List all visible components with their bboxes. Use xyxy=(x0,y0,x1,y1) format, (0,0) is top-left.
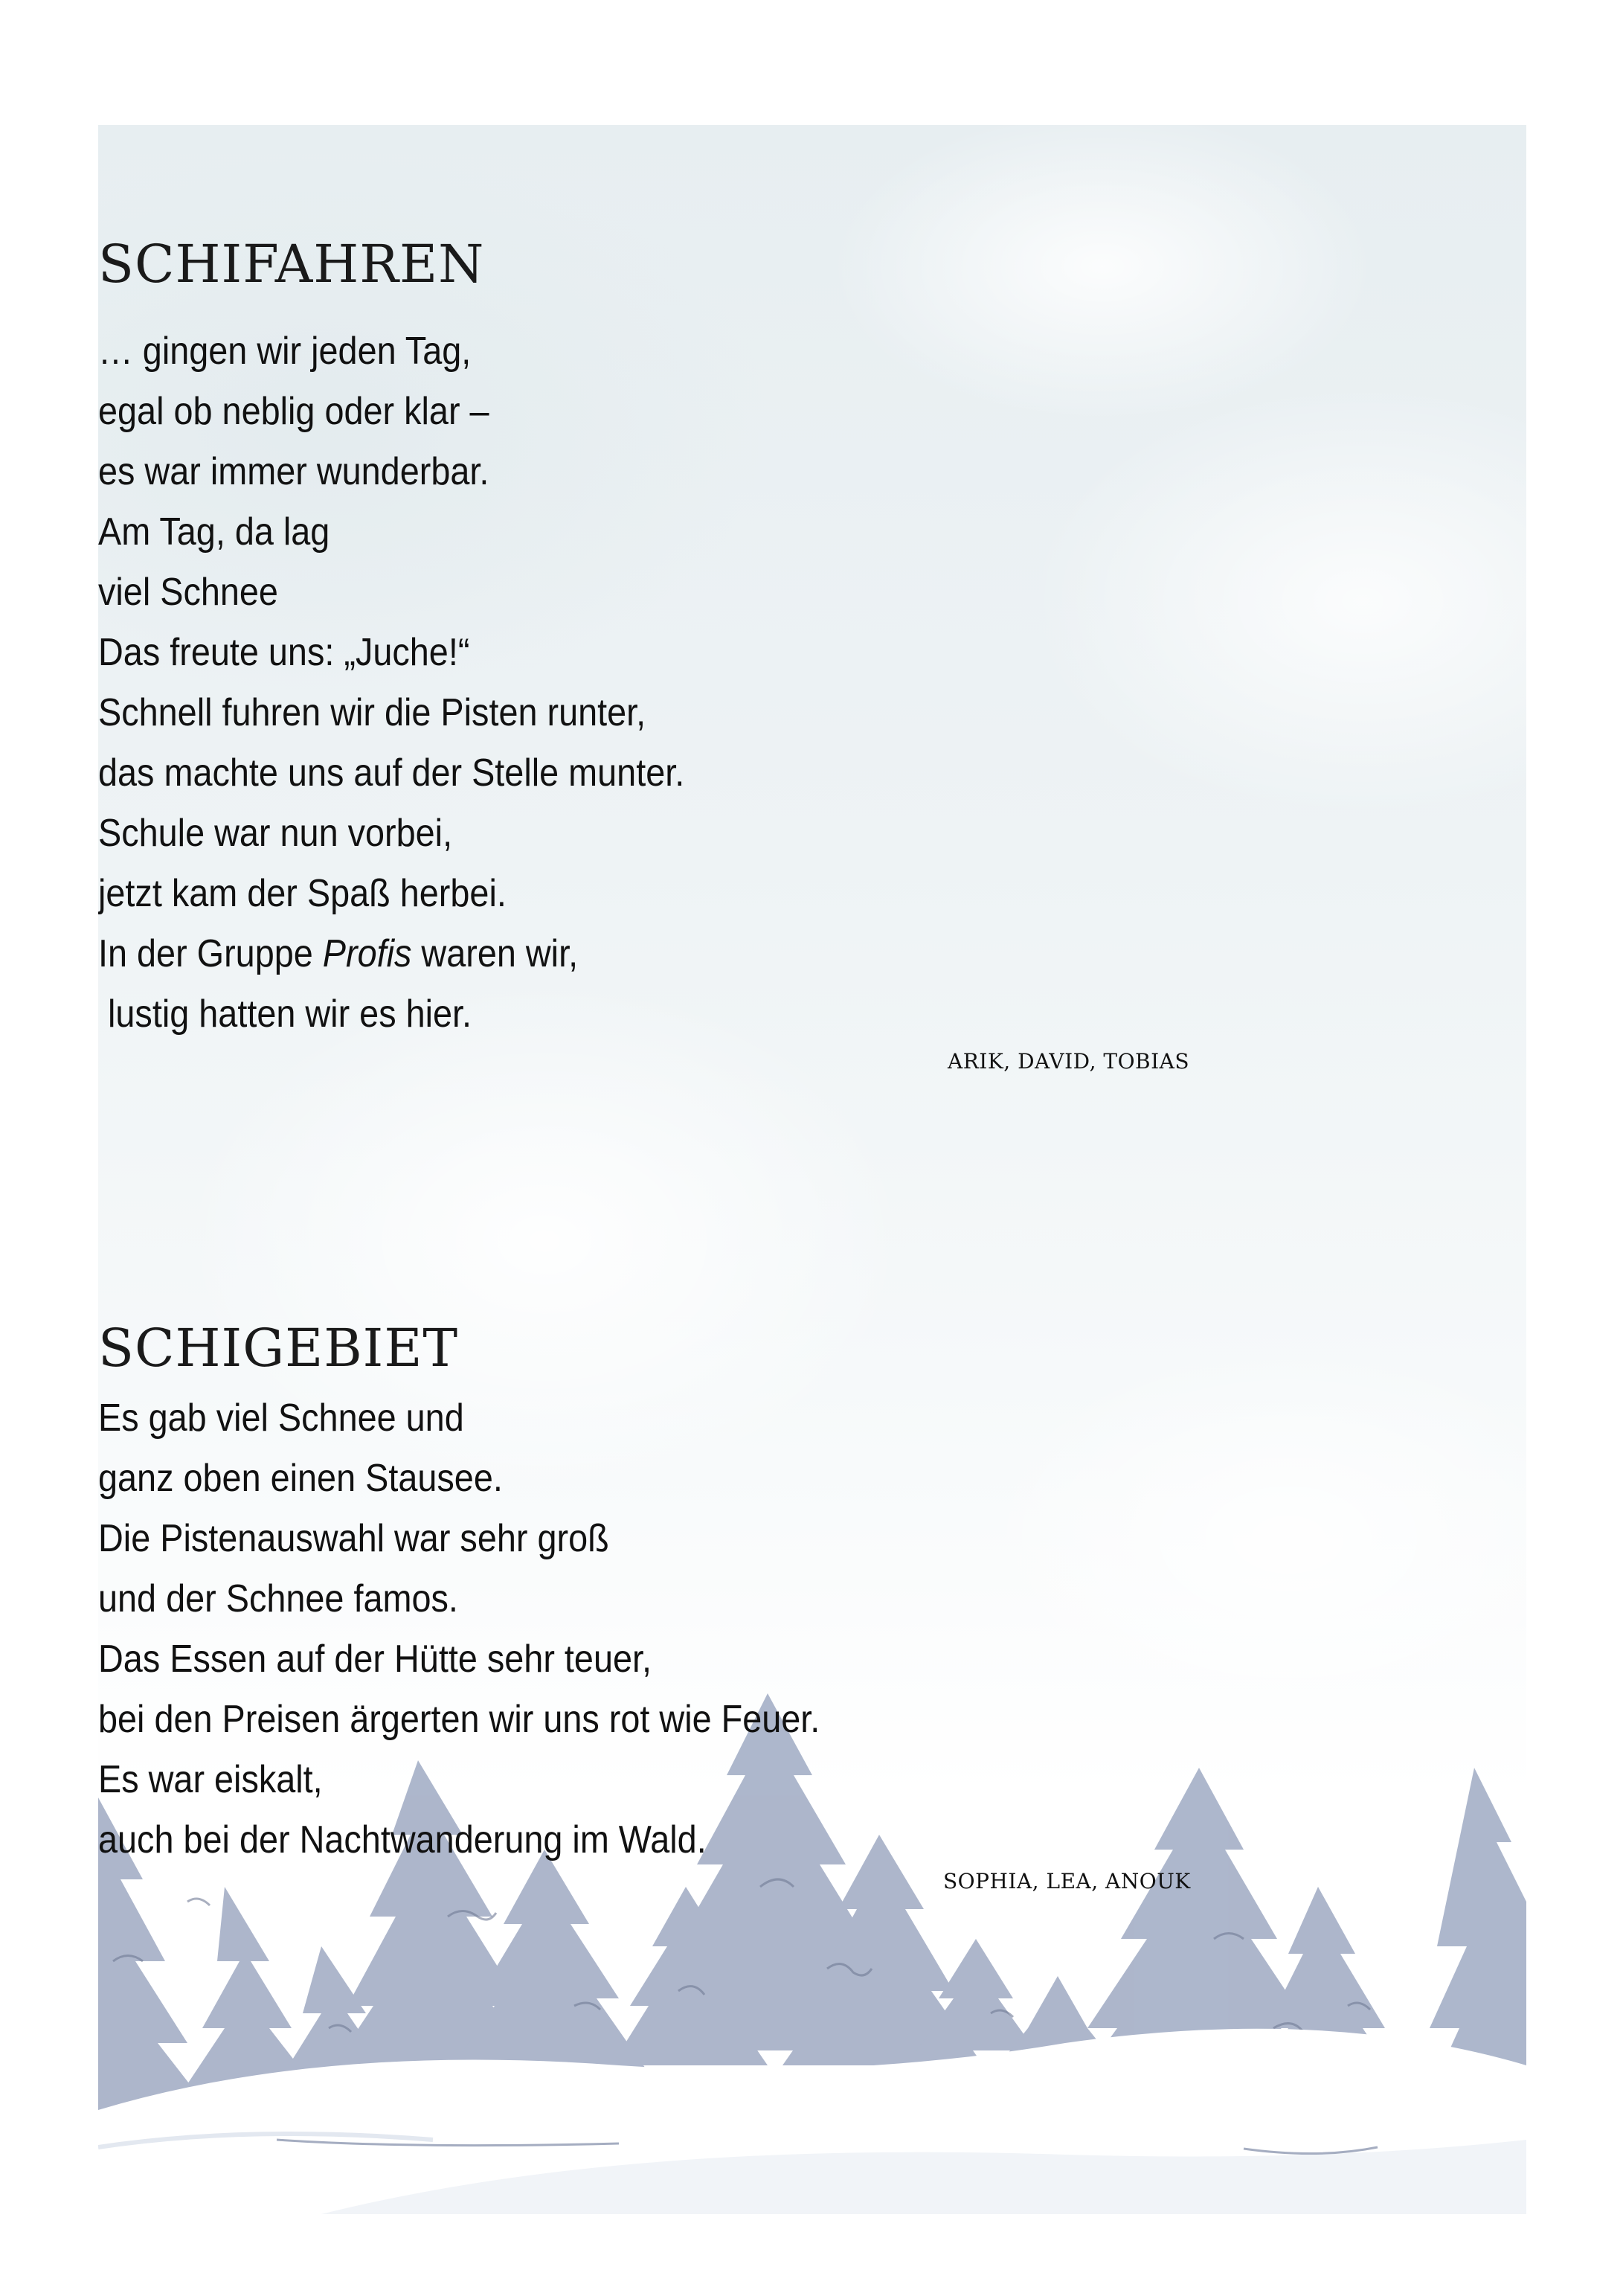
poem-line: Die Pistenauswahl war sehr groß xyxy=(98,1517,609,1560)
poem-line-part: waren wir, xyxy=(411,932,579,975)
poem-line: auch bei der Nachtwanderung im Wald. xyxy=(98,1818,707,1862)
poem-line: Schule war nun vorbei, xyxy=(98,812,453,855)
poem-authors: ARIK, DAVID, TOBIAS xyxy=(948,1049,1190,1074)
poem-line: es war immer wunderbar. xyxy=(98,450,489,493)
poem-line-part: In der Gruppe xyxy=(98,932,323,975)
poem-title: SCHIFAHREN xyxy=(98,234,485,295)
poem-authors: SOPHIA, LEA, ANOUK xyxy=(943,1869,1191,1893)
poem-line: Das freute uns: „Juche!“ xyxy=(98,631,470,674)
poem-title: SCHIGEBIET xyxy=(98,1318,459,1379)
group-name-profis: Profis xyxy=(322,932,412,975)
poem-line xyxy=(98,934,578,973)
winter-background xyxy=(98,125,1526,2214)
poem-line: Es gab viel Schnee und xyxy=(98,1396,464,1440)
poem-line: Am Tag, da lag xyxy=(98,510,330,554)
poem-line: egal ob neblig oder klar – xyxy=(98,390,489,433)
poem-line: … gingen wir jeden Tag, xyxy=(98,330,472,373)
poem-line: lustig hatten wir es hier. xyxy=(98,993,472,1036)
poem-line: jetzt kam der Spaß herbei. xyxy=(98,872,507,915)
poem-line: Es war eiskalt, xyxy=(98,1758,323,1801)
poem-line: und der Schnee famos. xyxy=(98,1577,458,1620)
poem-line: bei den Preisen ärgerten wir uns rot wie Feuer. xyxy=(98,1698,820,1741)
poem-line: Schnell fuhren wir die Pisten runter, xyxy=(98,691,646,734)
poem-line: viel Schnee xyxy=(98,571,278,614)
poem-line: das machte uns auf der Stelle munter. xyxy=(98,751,685,795)
poem-line: Das Essen auf der Hütte sehr teuer, xyxy=(98,1638,652,1681)
poem-line: ganz oben einen Stausee. xyxy=(98,1457,503,1500)
